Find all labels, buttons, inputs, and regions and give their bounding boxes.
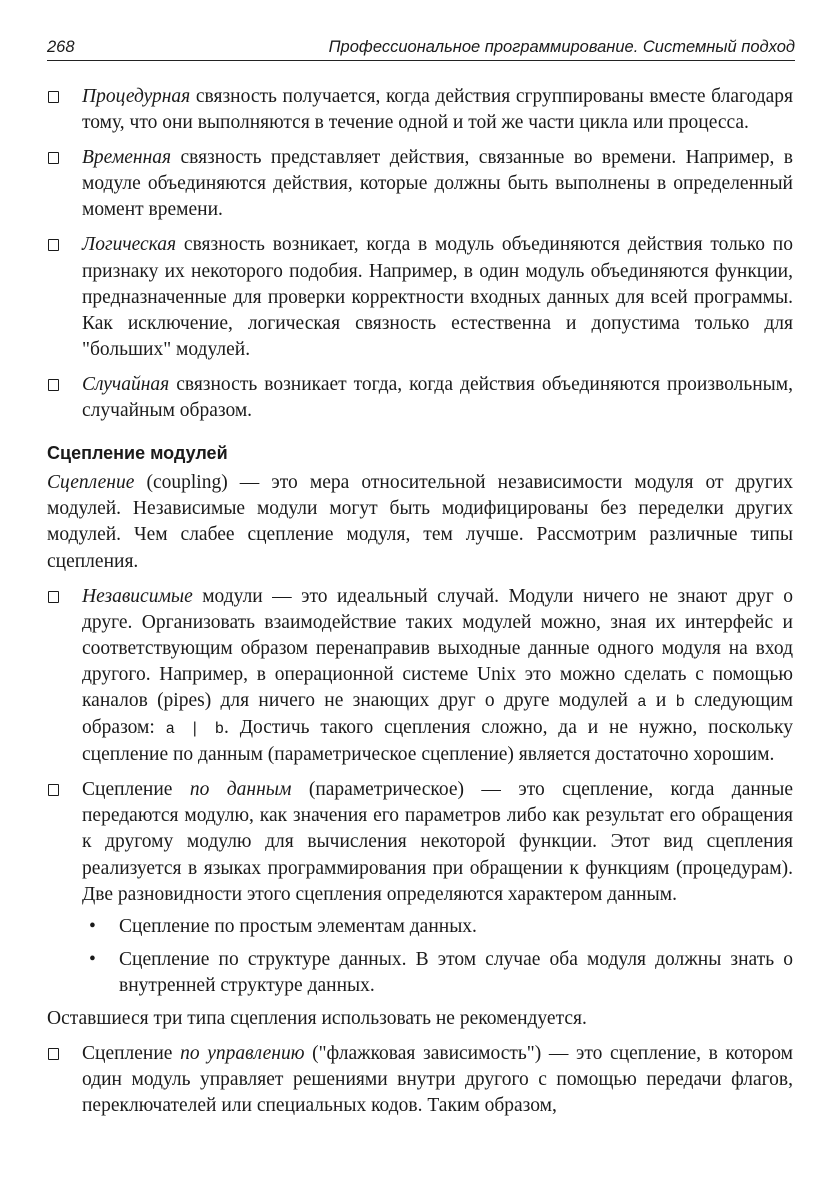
item-text: . Достичь такого сцепления сложно, да и не нужно, поскольку сцепление по данным (параметрическое сцепление) является достаточно хорошим.	[82, 717, 793, 766]
item-text: Сцепление	[82, 1043, 181, 1065]
running-header	[47, 38, 795, 61]
term: по управлению	[180, 1043, 305, 1065]
item-text: связность получается, когда действия сгруппированы вместе благодаря тому, что они выполняются в течение одной и той же части цикла или процесса.	[82, 86, 793, 134]
remaining-paragraph: Оставшиеся три типа сцепления использовать не рекомендуется.	[47, 1008, 587, 1029]
term: Сцепление	[47, 472, 135, 494]
term: Процедурная	[82, 86, 191, 107]
item-text: связность представляет действия, связанные во времени. Например, в модуле объединяются действия, которые должны быть выполнены в определенный момент времени.	[82, 147, 793, 221]
bullet-text: Сцепление по структуре данных. В этом случае оба модуля должны знать о внутренней структуре данных.	[119, 948, 793, 996]
intro-paragraph	[47, 470, 793, 574]
checkbox-bullet-icon	[48, 784, 59, 796]
list-item-control-coupling	[47, 1041, 793, 1119]
checkbox-bullet-icon	[48, 239, 59, 251]
item-text: модули — это идеальный случай. Модули ничего не знают друг о друге. Организовать взаимодействие таких модулей можно, зная их интерфейс и соответствующим образом перенаправив выходные данные одного модуля на вход другого. Например, в операционной системе Unix это можно сделать с помощью каналов (pipes) для ничего не знающих друг о друге модулей	[82, 585, 793, 711]
list-item-logical	[47, 232, 793, 362]
paragraph-text: (coupling) — это мера относительной независимости модуля от других модулей. Независимые модули могут быть модифицированы без переделки других модулей. Чем слабее сцепление модуля, тем лучше. Рассмотрим различные типы сцепления.	[47, 472, 793, 572]
checkbox-bullet-icon	[48, 379, 59, 391]
item-text: следующим образом:	[82, 689, 793, 739]
checkbox-bullet-icon	[48, 1048, 59, 1060]
item-text: Сцепление	[82, 779, 190, 801]
bullet-dot-icon: •	[89, 948, 96, 970]
checkbox-bullet-icon	[48, 591, 59, 603]
list-item-temporal	[47, 145, 793, 223]
code-pipe: a | b	[165, 720, 225, 739]
term: Логическая	[82, 234, 177, 256]
page-number: 268	[47, 38, 75, 56]
bullet-dot-icon: •	[89, 915, 96, 937]
checkbox-bullet-icon	[48, 91, 59, 103]
bullet-text: Сцепление по простым элементам данных.	[119, 915, 477, 937]
page-body	[47, 84, 793, 1128]
item-text: связность возникает, когда в модуль объединяются действия только по признаку их некоторого подобия. Например, в один модуль объединяются функции, предназначенные для проверки корректности входных данных для всей программы. Как исключение, логическая связность естественна и допустима только для "больших" модулей.	[82, 234, 793, 360]
list-item-independent	[47, 584, 793, 769]
running-title: Профессиональное программирование. Системный подход	[328, 38, 795, 56]
code-a: a	[637, 692, 647, 711]
term: Случайная	[82, 373, 170, 395]
term: Независимые	[82, 585, 193, 607]
code-b: b	[675, 692, 685, 711]
section-heading: Сцепление модулей	[47, 443, 228, 464]
list-item-data-coupling	[47, 777, 793, 907]
term: Временная	[82, 147, 172, 169]
item-text: связность возникает тогда, когда действия объединяются произвольным, случайным образом.	[82, 373, 793, 422]
sub-bullet-simple	[47, 914, 793, 940]
sub-bullet-structure	[47, 947, 793, 999]
item-text: (параметрическое) — это сцепление, когда данные передаются модулю, как значения его параметров либо как результат его обращения к другому модулю для вычисления некоторой функции. Этот вид сцепления реализуется в языках программирования при обращении к функциям (процедурам). Две разновидности этого сцепления определяются характером данным.	[82, 779, 793, 905]
list-item-procedural	[47, 84, 793, 136]
checkbox-bullet-icon	[48, 152, 59, 164]
item-text: и	[646, 689, 676, 711]
term: по данным	[189, 779, 292, 801]
list-item-coincidental	[47, 372, 793, 424]
item-text: ("флажковая зависимость") — это сцепление, в котором один модуль управляет решениями внутри другого с помощью передачи флагов, переключателей или специальных кодов. Таким образом,	[82, 1043, 794, 1117]
